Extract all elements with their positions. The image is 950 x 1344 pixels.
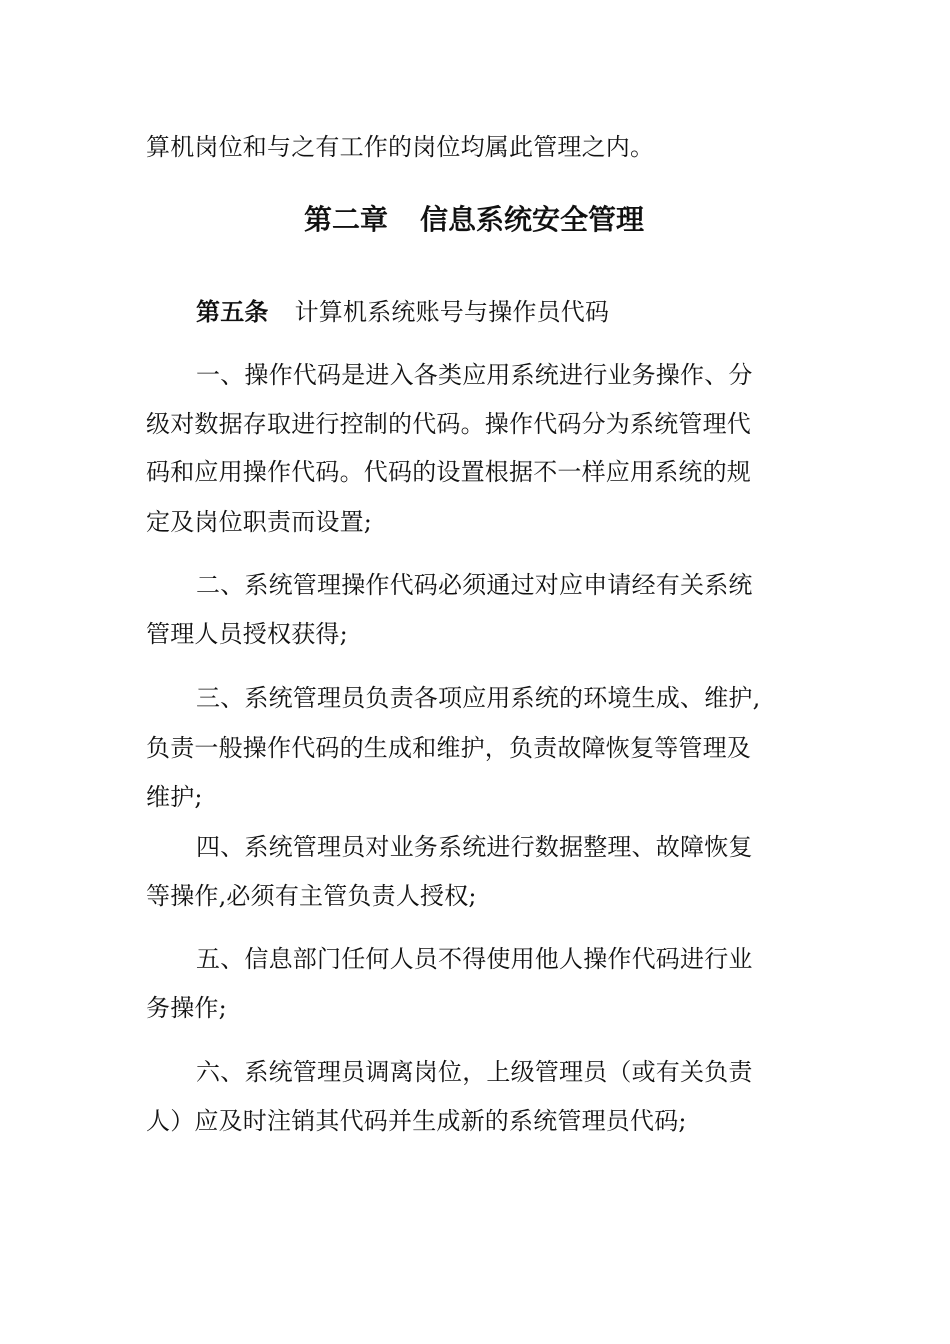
item-6-line-1: 六、系统管理员调离岗位，上级管理员（或有关负责 xyxy=(196,1058,753,1086)
item-3-line-3: 维护; xyxy=(146,783,203,811)
article-heading xyxy=(196,295,609,329)
article-title: 计算机系统账号与操作员代码 xyxy=(294,298,610,326)
chapter-number: 第二章 xyxy=(303,203,388,236)
item-2-line-1: 二、系统管理操作代码必须通过对应申请经有关系统 xyxy=(196,571,753,599)
item-4-line-2: 等操作,必须有主管负责人授权; xyxy=(146,882,477,910)
item-1-line-4: 定及岗位职责而设置; xyxy=(146,508,373,536)
item-2-line-2: 管理人员授权获得; xyxy=(146,620,348,648)
item-1-line-2: 级对数据存取进行控制的代码。操作代码分为系统管理代 xyxy=(146,410,751,438)
item-5-line-1: 五、信息部门任何人员不得使用他人操作代码进行业 xyxy=(196,945,753,973)
item-3-line-1: 三、系统管理员负责各项应用系统的环境生成、维护, xyxy=(196,684,761,712)
item-4-line-1: 四、系统管理员对业务系统进行数据整理、故障恢复 xyxy=(196,833,753,861)
article-label: 第五条 xyxy=(196,297,269,326)
item-1-line-3: 码和应用操作代码。代码的设置根据不一样应用系统的规 xyxy=(146,458,751,486)
item-3-line-2: 负责一般操作代码的生成和维护，负责故障恢复等管理及 xyxy=(146,734,751,762)
chapter-heading xyxy=(146,200,802,240)
item-6-line-2: 人）应及时注销其代码并生成新的系统管理员代码; xyxy=(146,1107,687,1135)
continuation-text: 算机岗位和与之有工作的岗位均属此管理之内。 xyxy=(146,133,655,161)
item-5-line-2: 务操作; xyxy=(146,994,227,1022)
item-1-line-1: 一、操作代码是进入各类应用系统进行业务操作、分 xyxy=(196,361,753,389)
chapter-title: 信息系统安全管理 xyxy=(420,203,645,236)
